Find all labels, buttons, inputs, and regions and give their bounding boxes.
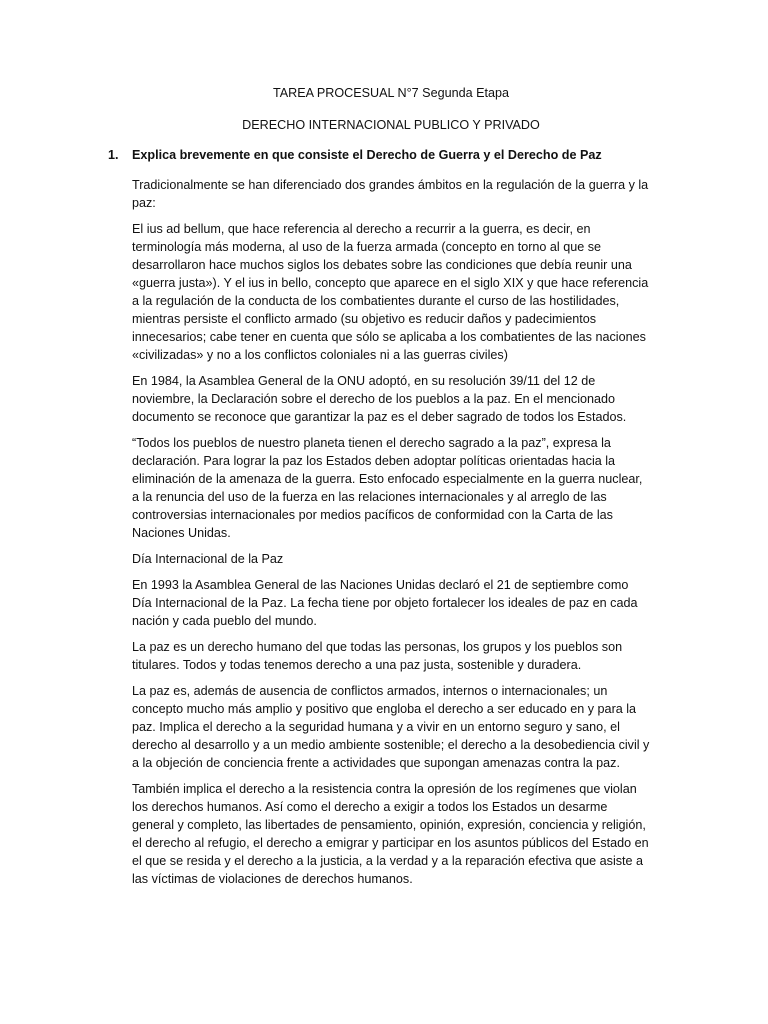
paragraph-intro: Tradicionalmente se han diferenciado dos grandes ámbitos en la regulación de la guerra y la paz: xyxy=(132,178,649,210)
document-title: TAREA PROCESUAL N°7 Segunda Etapa xyxy=(272,86,510,100)
paragraph-1984-declaration: En 1984, la Asamblea General de la ONU adoptó, en su resolución 39/11 del 12 de noviembre, la Declaración sobre el derecho de los pueblos a la paz. En el mencionado documento se reconoce que garantizar la paz es el deber sagrado de todos los Estados. xyxy=(132,374,627,424)
paragraph-broader-concept: La paz es, además de ausencia de conflictos armados, internos o internacionales; un concepto mucho más amplio y positivo que engloba el derecho a ser educado en y para la paz. Implica el derecho a la seguridad humana y a vivir en un entorno seguro y sano, el derecho al desarrollo y a un medio ambiente sostenible; el derecho a la desobediencia civil y a la objeción de conciencia frente a actividades que supongan amenazas contra la paz. xyxy=(132,684,650,770)
paragraph-declaration-quote: “Todos los pueblos de nuestro planeta tienen el derecho sagrado a la paz”, expresa la declaración. Para lograr la paz los Estados deben adoptar políticas orientadas hacia la eliminación de la amenaza de la guerra. Esto enfocado especialmente en la guerra nuclear, a la renuncia del uso de la fuerza en las relaciones internacionales y al arreglo de las controversias internacionales por medios pacíficos de conformidad con la Carta de las Naciones Unidas. xyxy=(132,436,643,540)
document-body xyxy=(108,84,650,896)
document-subtitle: DERECHO INTERNACIONAL PUBLICO Y PRIVADO xyxy=(242,118,540,132)
section-heading-peace-day: Día Internacional de la Paz xyxy=(132,552,284,566)
paragraph-ius-ad-bellum: El ius ad bellum, que hace referencia al derecho a recurrir a la guerra, es decir, en terminología más moderna, al uso de la fuerza armada (concepto en torno al que se desarrollaron hace muchos siglos los debates sobre las condiciones que debía reunir una «guerra justa»). Y el ius in bello, concepto que aparece en el siglo XIX y que hace referencia a la regulación de la conducta de los combatientes durante el curso de las hostilidades, mientras persiste el conflicto armado (su objetivo es reducir daños y padecimientos innecesarios; cabe tener en cuenta que sólo se aplicaba a los combatientes de las naciones «civilizadas» y no a los conflictos coloniales ni a las guerras civiles) xyxy=(132,222,649,362)
paragraph-1993-peace-day: En 1993 la Asamblea General de las Naciones Unidas declaró el 21 de septiembre como Día Internacional de la Paz. La fecha tiene por objeto fortalecer los ideales de paz en cada nación y cada pueblo del mundo. xyxy=(132,578,638,628)
question-1 xyxy=(108,146,650,164)
paragraph-resistance: También implica el derecho a la resistencia contra la opresión de los regímenes que violan los derechos humanos. Así como el derecho a exigir a todos los Estados un desarme general y completo, las libertades de pensamiento, opinión, expresión, conciencia y religión, el derecho al refugio, el derecho a emigrar y participar en los asuntos públicos del Estado en el que se resida y el derecho a la justicia, a la verdad y a la reparación efectiva que asiste a las víctimas de violaciones de derechos humanos. xyxy=(132,782,649,886)
question-number: 1. xyxy=(108,148,119,162)
question-text: Explica brevemente en que consiste el Derecho de Guerra y el Derecho de Paz xyxy=(132,148,602,162)
paragraph-human-right: La paz es un derecho humano del que todas las personas, los grupos y los pueblos son titulares. Todos y todas tenemos derecho a una paz justa, sostenible y duradera. xyxy=(132,640,623,672)
